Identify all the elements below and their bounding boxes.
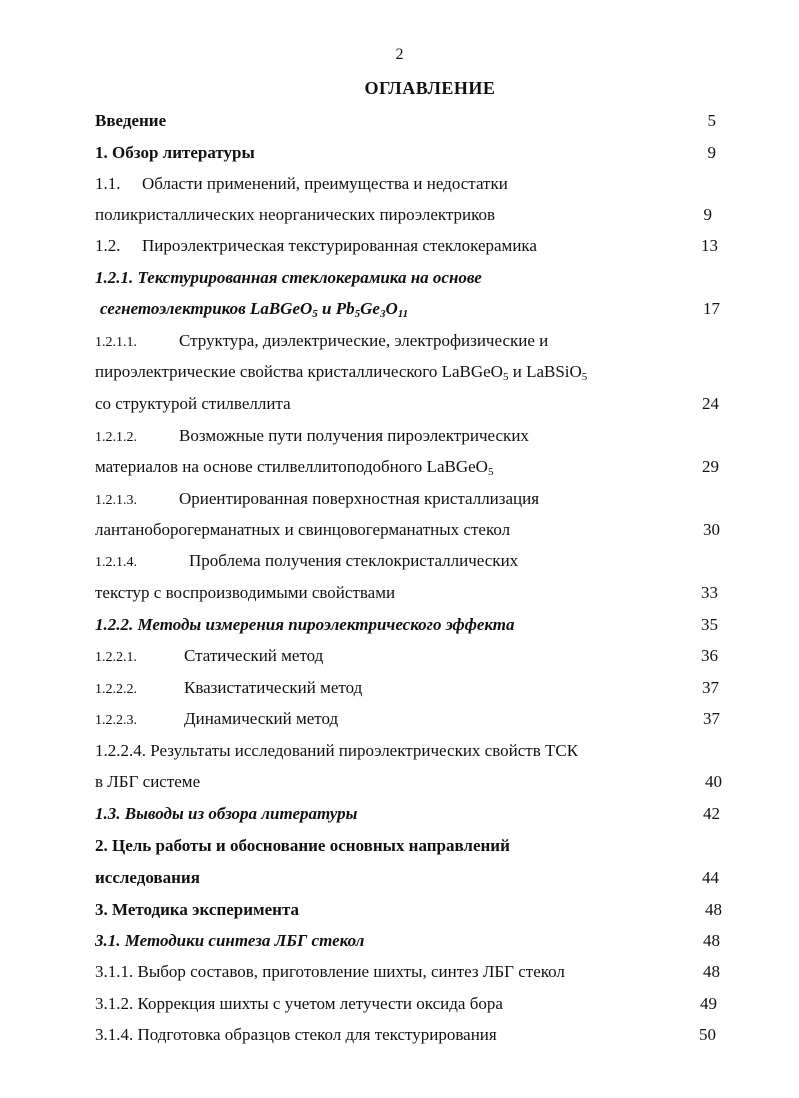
toc-text-1-2-1-2: Возможные пути получения пироэлектрических [179, 426, 529, 445]
toc-entry-1-1-cont: поликристаллических неорганических пироэлектриков [95, 205, 496, 224]
toc-entry-intro: Введение [95, 111, 167, 130]
toc-entry-1-2-2-2 [95, 678, 362, 700]
toc-entry-3-1-4: 3.1.4. Подготовка образцов стекол для текстурирования [95, 1025, 497, 1044]
toc-entry-3-1: 3.1. Методики синтеза ЛБГ стекол [95, 931, 365, 950]
toc-entry-1-2-1-3-cont: лантаноборогерманатных и свинцовогерманатных стекол [95, 520, 511, 539]
toc-page-1-2-1: 17 [703, 299, 720, 318]
toc-num-1-2-1-2: 1.2.1.2. [95, 430, 137, 445]
toc-entry-1-2-1-2-cont [95, 457, 493, 477]
toc-entry-1-2-1-3 [95, 489, 539, 511]
formula-sub: 5 [354, 308, 361, 320]
toc-entry-ch2: 2. Цель работы и обоснование основных направлений [95, 836, 510, 855]
formula-sub: 3 [379, 308, 386, 320]
toc-num-1-2-1-3: 1.2.1.3. [95, 493, 137, 508]
formula-sub: 5 [502, 371, 509, 383]
toc-num-1-2-2-3: 1.2.2.3. [95, 713, 137, 728]
toc-page-3-1-4: 50 [699, 1025, 716, 1044]
formula-part: сегнетоэлектриков LaBGeO [100, 299, 313, 318]
toc-page-3-1-2: 49 [700, 994, 717, 1013]
toc-page-1-2-2: 35 [701, 615, 718, 634]
toc-text-1-2-2-3: Динамический метод [184, 709, 339, 728]
formula-sub: 5 [312, 308, 318, 320]
formula-part: Ge [360, 299, 380, 318]
toc-entry-ch1: 1. Обзор литературы [95, 143, 255, 162]
toc-page-ch2: 44 [702, 868, 719, 887]
toc-text-1-2-1-3: Ориентированная поверхностная кристаллизация [179, 489, 540, 508]
toc-page-1-2-1-2: 29 [702, 457, 719, 476]
toc-text-1-2-1-1: Структура, диэлектрические, электрофизические и [179, 331, 549, 350]
toc-text-1-2-2-2: Квазистатический метод [184, 678, 363, 697]
toc-entry-1-2 [95, 236, 537, 256]
formula-sub: 5 [581, 371, 588, 383]
toc-entry-3-1-1: 3.1.1. Выбор составов, приготовление шихты, синтез ЛБГ стекол [95, 962, 565, 981]
formula-part: и Pb [317, 299, 355, 318]
toc-num-1-2: 1.2. [95, 236, 121, 255]
toc-page-1-2-2-2: 37 [702, 678, 719, 697]
toc-entry-1-2-2-1 [95, 646, 323, 668]
toc-page-3-1-1: 48 [703, 962, 720, 981]
toc-page-1-2-2-1: 36 [701, 646, 718, 665]
toc-entry-1-2-2-4-cont: в ЛБГ системе [95, 772, 201, 791]
toc-page-ch3: 48 [705, 900, 722, 919]
toc-entry-ch2-cont: исследования [95, 868, 200, 887]
toc-page-1-2-2-3: 37 [703, 709, 720, 728]
toc-entry-1-3: 1.3. Выводы из обзора литературы [95, 804, 358, 823]
toc-page-1-2-2-4: 40 [705, 772, 722, 791]
toc-entry-1-2-1-2 [95, 426, 529, 448]
page-number: 2 [395, 46, 404, 63]
toc-entry-1-2-2-3 [95, 709, 338, 731]
toc-entry-ch3: 3. Методика эксперимента [95, 900, 300, 919]
formula-part: пироэлектрические свойства кристаллического LaBGeO [95, 362, 503, 381]
toc-num-1-2-1-1: 1.2.1.1. [95, 335, 137, 350]
toc-num-1-2-1-4: 1.2.1.4. [95, 555, 137, 570]
toc-entry-1-2-1-1-cont2: со структурой стилвеллита [95, 394, 291, 413]
toc-entry-1-2-2: 1.2.2. Методы измерения пироэлектрического эффекта [95, 615, 515, 634]
toc-page-1-3: 42 [703, 804, 720, 823]
toc-page-intro: 5 [707, 111, 716, 130]
toc-entry-1-2-1-4-cont: текстур с воспроизводимыми свойствами [95, 583, 396, 602]
toc-page-1-1: 9 [703, 205, 712, 224]
toc-num-1-2-2-2: 1.2.2.2. [95, 682, 137, 697]
toc-title: ОГЛАВЛЕНИЕ [364, 78, 496, 98]
toc-num-1-2-2-1: 1.2.2.1. [95, 650, 137, 665]
toc-text-1-2-1-4: Проблема получения стеклокристаллических [189, 551, 519, 570]
toc-page-3-1: 48 [703, 931, 720, 950]
toc-text-1-1: Области применений, преимущества и недостатки [142, 174, 508, 193]
toc-entry-1-2-1-cont [100, 299, 408, 319]
toc-entry-1-2-1-1-cont [95, 362, 587, 382]
toc-entry-1-1 [95, 174, 508, 194]
toc-page-ch1: 9 [707, 143, 716, 162]
formula-sub: 5 [487, 466, 494, 478]
formula-part: материалов на основе стилвеллитоподобного LaBGeO [95, 457, 488, 476]
formula-part: и LaBSiO [508, 362, 582, 381]
toc-entry-1-2-1-4 [95, 551, 518, 573]
toc-page-1-2-1-4: 33 [701, 583, 718, 602]
toc-page-1-2-1-3: 30 [703, 520, 720, 539]
toc-entry-3-1-2: 3.1.2. Коррекция шихты с учетом летучести оксида бора [95, 994, 503, 1013]
toc-page-1-2-1-1: 24 [702, 394, 719, 413]
formula-sub: 11 [397, 308, 409, 320]
toc-text-1-2-2-1: Статический метод [184, 646, 324, 665]
toc-entry-1-2-1: 1.2.1. Текстурированная стеклокерамика на основе [95, 268, 482, 287]
toc-text-1-2: Пироэлектрическая текстурированная стеклокерамика [142, 236, 537, 255]
toc-num-1-1: 1.1. [95, 174, 121, 193]
toc-entry-1-2-2-4: 1.2.2.4. Результаты исследований пироэлектрических свойств ТСК [95, 741, 579, 760]
toc-page-1-2: 13 [701, 236, 718, 255]
toc-entry-1-2-1-1 [95, 331, 548, 353]
formula-part: O [385, 299, 398, 318]
